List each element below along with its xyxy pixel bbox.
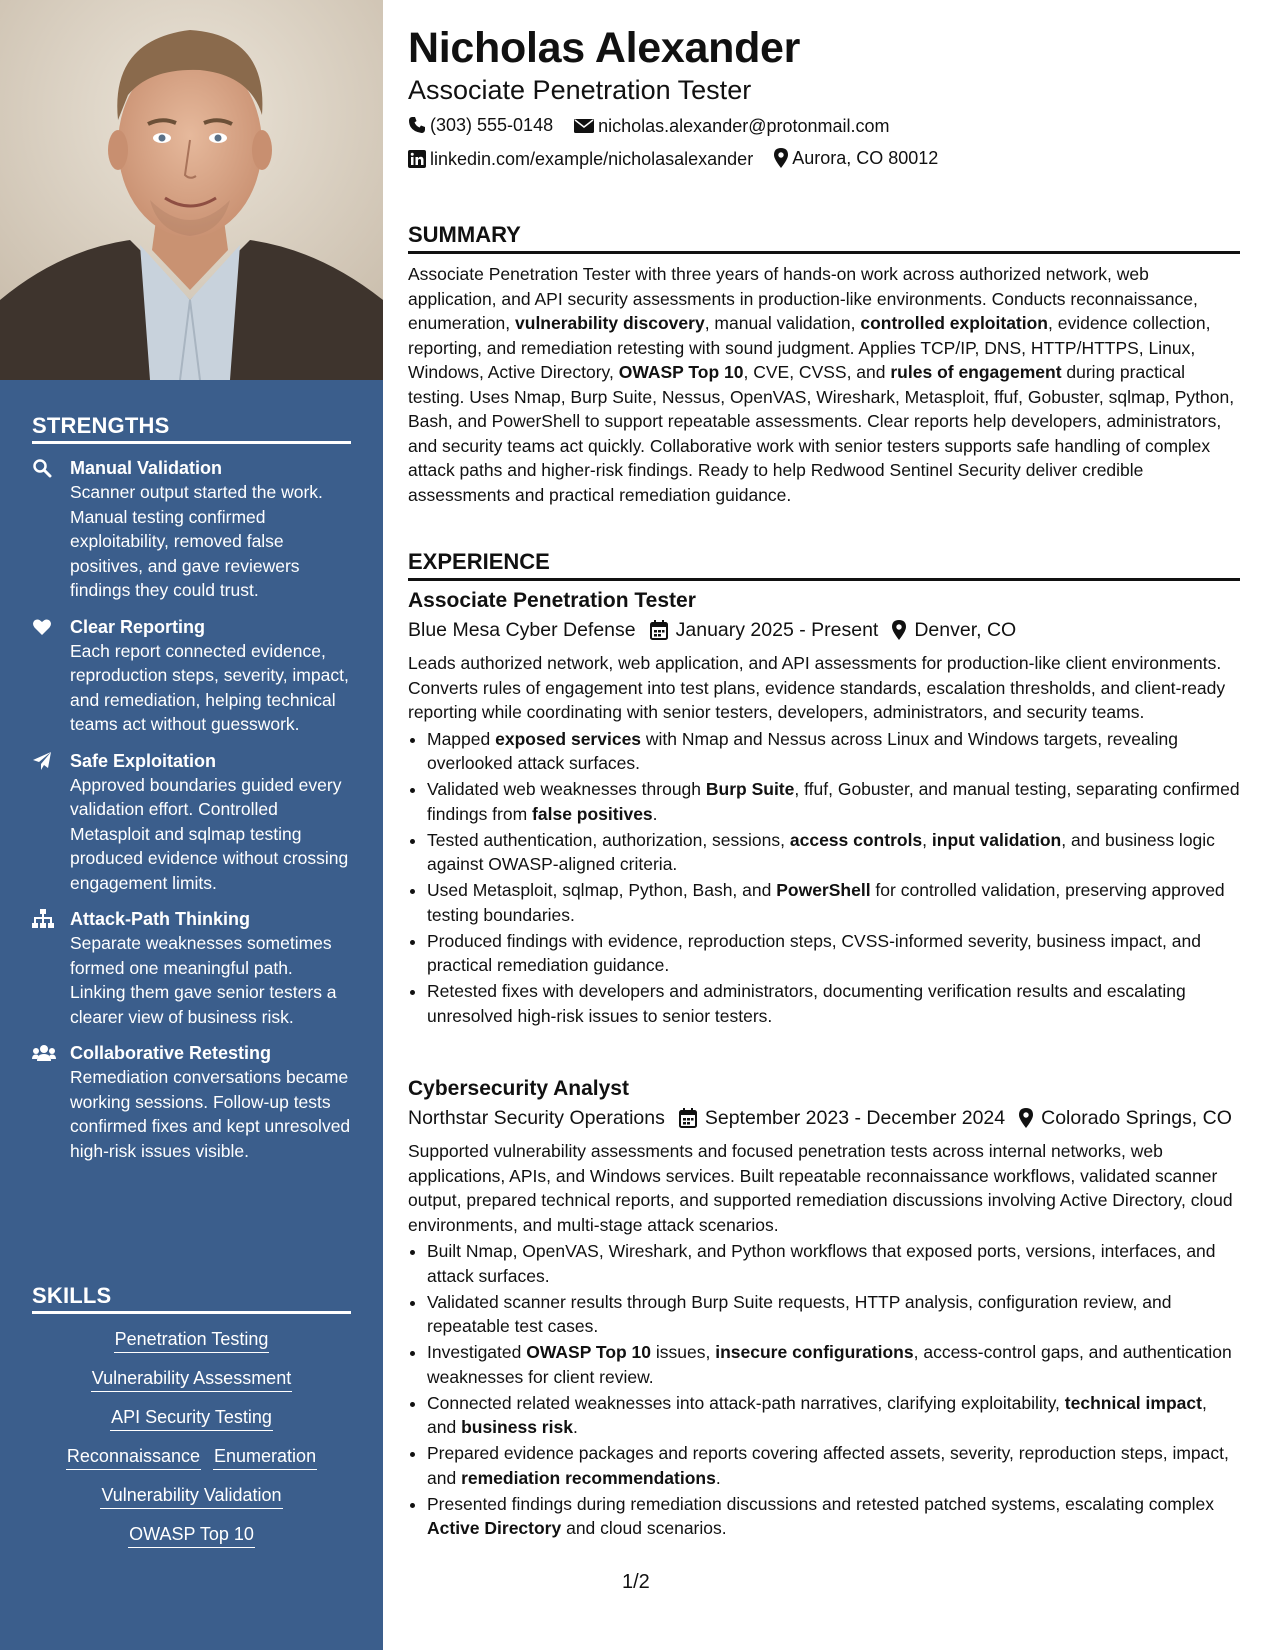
list-item: • Retested fixes with developers and administrators, documenting verification results and escalating unresolved high-risk issues to senior testers.: [427, 979, 1240, 1028]
calendar-icon: [650, 620, 668, 640]
calendar-icon: [679, 1108, 697, 1128]
email-address[interactable]: nicholas.alexander@protonmail.com: [598, 116, 890, 136]
skill-tag: Reconnaissance: [66, 1443, 201, 1470]
profile-photo: [0, 0, 383, 380]
list-item: • Investigated OWASP Top 10 issues, insecure configurations, access-control gaps, and authentication weaknesses for client review.: [427, 1340, 1240, 1389]
strength-item: [32, 615, 351, 737]
list-item: • Produced findings with evidence, reproduction steps, CVSS-informed severity, business impact, and practical remediation guidance.: [427, 929, 1240, 978]
strength-title: Collaborative Retesting: [70, 1043, 272, 1063]
strength-item: [32, 749, 351, 896]
list-item: • Tested authentication, authorization, sessions, access controls, input validation, and business logic against OWASP-aligned criteria.: [427, 828, 1240, 877]
strength-title: Clear Reporting: [70, 616, 206, 637]
list-item: • Prepared evidence packages and reports covering affected assets, severity, reproduction steps, impact, and remediation recommendations.: [427, 1441, 1240, 1490]
job-location: Denver, CO: [914, 619, 1017, 641]
skill-tag: API Security Testing: [110, 1404, 273, 1431]
skill-tag: Penetration Testing: [114, 1326, 270, 1353]
job-dates: January 2025 - Present: [675, 619, 879, 641]
map-pin-icon: [774, 148, 788, 168]
strength-description: Separate weaknesses sometimes formed one meaningful path. Linking them gave senior testers a clearer view of business risk.: [70, 933, 337, 1027]
search-icon: [32, 458, 54, 478]
phone-contact: [408, 113, 553, 137]
strength-title: Manual Validation: [70, 458, 223, 478]
contact-row: [408, 113, 906, 140]
job-title: Associate Penetration Tester: [408, 589, 696, 612]
job-entry: [408, 587, 1240, 1030]
strength-description: Scanner output started the work. Manual testing confirmed exploitability, removed false positives, and gave reviewers findings they could trust.: [70, 482, 323, 600]
job-title: Cybersecurity Analyst: [408, 1077, 629, 1100]
skill-tag: Vulnerability Assessment: [91, 1365, 292, 1392]
summary-text: Associate Penetration Tester with three years of hands-on work across authorized network, web application, and API security assessments in production-like environments. Conducts reconnaissance, enumeration, vulnerability discovery, manual validation, controlled exploitation, evidence collection, reporting, and remediation retesting with sound judgment. Applies TCP/IP, DNS, HTTP/HTTPS, Linux, Windows, Active Directory, OWASP Top 10, CVE, CVSS, and rules of engagement during practical testing. Uses Nmap, Burp Suite, Nessus, OpenVAS, Wireshark, Metasploit, ffuf, Gobuster, sqlmap, Python, Bash, and PowerShell to support repeatable assessments. Clear reports help developers, administrators, and security teams act quickly. Collaborative work with senior testers supports safe handling of complex attack paths and higher-risk findings. Ready to help Redwood Sentinel Security deliver credible assessments and practical remediation guidance.: [408, 264, 1235, 505]
strengths-heading: STRENGTHS: [32, 413, 351, 444]
skills-section: [32, 1283, 351, 1560]
job-meta: [408, 618, 1240, 642]
skills-list: [32, 1326, 351, 1548]
users-icon: [32, 1043, 54, 1063]
summary-section: [408, 262, 1240, 507]
summary-heading: SUMMARY: [408, 222, 1240, 254]
contact-row: [408, 146, 954, 174]
linkedin-icon: [408, 150, 426, 168]
company-name: Northstar Security Operations: [408, 1107, 665, 1129]
list-item: • Presented findings during remediation discussions and retested patched systems, escalating complex Active Directory and cloud scenarios.: [427, 1492, 1240, 1541]
list-item: • Validated web weaknesses through Burp Suite, ffuf, Gobuster, and manual testing, separating confirmed findings from false positives.: [427, 777, 1240, 826]
job-location: Colorado Springs, CO: [1041, 1107, 1232, 1129]
strength-title: Safe Exploitation: [70, 750, 217, 771]
list-item: • Used Metasploit, sqlmap, Python, Bash, and PowerShell for controlled validation, preserving approved testing boundaries.: [427, 878, 1240, 927]
job-description: Leads authorized network, web application, and API assessments for production-like client environments. Converts rules of engagement into test plans, evidence standards, escalation thresholds, and client-ready reporting while coordinating with senior testers, developers, administrators, and security teams.: [408, 653, 1226, 722]
strength-item: [32, 1041, 351, 1163]
strength-description: Approved boundaries guided every validation effort. Controlled Metasploit and sqlmap testing produced evidence without crossing engagement limits.: [70, 774, 349, 893]
page-number: 1/2: [622, 1571, 650, 1593]
map-pin-icon: [892, 620, 906, 640]
experience-heading: EXPERIENCE: [408, 549, 1240, 581]
skill-tag: Enumeration: [213, 1443, 317, 1470]
job-meta: [408, 1106, 1240, 1130]
map-pin-icon: [1019, 1108, 1033, 1128]
envelope-icon: [574, 118, 594, 134]
list-item: • Built Nmap, OpenVAS, Wireshark, and Python workflows that exposed ports, versions, interfaces, and attack surfaces.: [427, 1239, 1240, 1288]
location-contact: [774, 146, 938, 170]
list-item: • Connected related weaknesses into attack-path narratives, clarifying exploitability, technical impact, and business risk.: [427, 1391, 1240, 1440]
list-item: • Mapped exposed services with Nmap and Nessus across Linux and Windows targets, revealing overlooked attack surfaces.: [427, 727, 1240, 776]
job-headline: Associate Penetration Tester: [408, 75, 752, 105]
strength-item: [32, 456, 351, 603]
strength-description: Remediation conversations became working sessions. Follow-up tests confirmed fixes and kept unresolved high-risk issues visible.: [70, 1067, 351, 1161]
list-item: • Validated scanner results through Burp Suite requests, HTTP analysis, configuration review, and repeatable test cases.: [427, 1290, 1240, 1339]
strength-title: Attack-Path Thinking: [70, 909, 251, 929]
skill-tag: OWASP Top 10: [128, 1521, 255, 1548]
linkedin-contact[interactable]: [408, 147, 753, 171]
strength-description: Each report connected evidence, reproduction steps, severity, impact, and remediation, helping technical teams act without guesswork.: [70, 640, 349, 734]
strengths-section: [32, 413, 351, 1163]
job-dates: September 2023 - December 2024: [704, 1107, 1006, 1129]
heart-icon: [32, 617, 54, 637]
job-description: Supported vulnerability assessments and focused penetration tests across internal networks, web applications, APIs, and Windows services. Built repeatable reconnaissance workflows, validated scanner output, prepared technical reports, and supported remediation discussions involving Active Directory, cloud environments, and multi-stage attack scenarios.: [408, 1141, 1233, 1235]
location-text: Aurora, CO 80012: [792, 148, 939, 168]
job-bullets: [408, 727, 1240, 1029]
email-contact[interactable]: [574, 114, 889, 138]
job-entry: [408, 1075, 1240, 1542]
company-name: Blue Mesa Cyber Defense: [408, 619, 636, 641]
strength-item: [32, 907, 351, 1029]
candidate-name: Nicholas Alexander: [408, 24, 801, 72]
sitemap-icon: [32, 909, 54, 929]
skills-heading: SKILLS: [32, 1283, 351, 1314]
paper-plane-icon: [32, 751, 54, 771]
sidebar: [0, 0, 383, 1650]
skill-tag: Vulnerability Validation: [100, 1482, 282, 1509]
job-bullets: [408, 1239, 1240, 1541]
phone-number: (303) 555-0148: [430, 115, 554, 135]
phone-icon: [408, 116, 426, 134]
linkedin-url[interactable]: linkedin.com/example/nicholasalexander: [430, 149, 754, 169]
